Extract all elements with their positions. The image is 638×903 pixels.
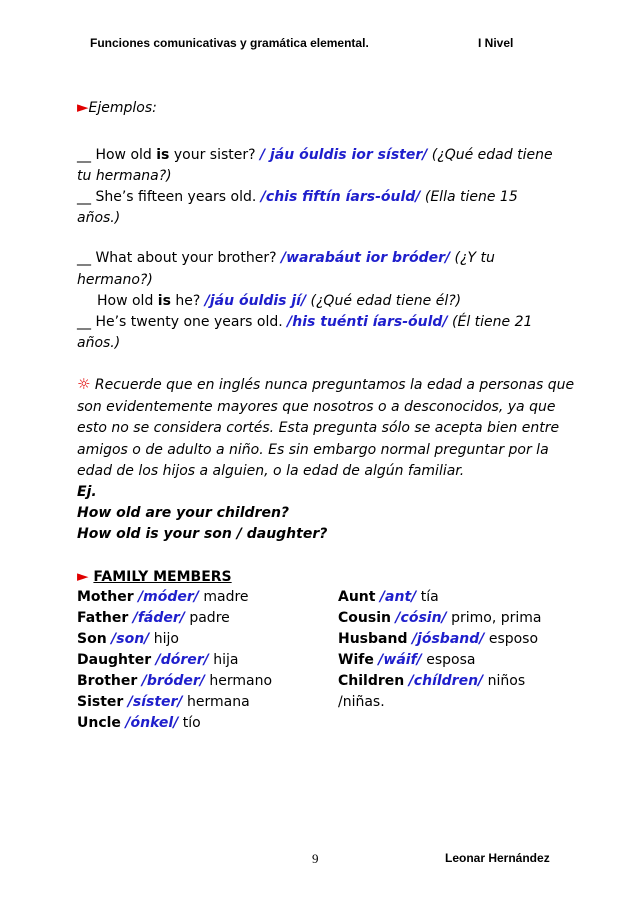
family-item: Aunt /ant/ tía: [338, 589, 439, 605]
note-line: ☼ Recuerde que en inglés nunca preguntamos la edad a personas que: [77, 375, 575, 393]
pronunciation: /his tuénti íars-óuld/: [287, 314, 448, 330]
family-item: Wife /wáif/ esposa: [338, 652, 476, 668]
note-question: How old are your children?: [77, 505, 290, 521]
example-line: __ How old is your sister? / jáu óuldis ior síster/ (¿Qué edad tiene: [77, 147, 553, 163]
pronunciation: /jáu óuldis jí/: [204, 293, 307, 309]
family-heading: ► FAMILY MEMBERS: [77, 567, 232, 585]
example-line: How old is he? /jáu óuldis jí/ (¿Qué edad tiene él?): [97, 293, 462, 309]
pronunciation: / jáu óuldis ior síster/: [260, 147, 428, 163]
note-line: edad de los hijos a alguien, o la edad de algún familiar.: [77, 463, 465, 479]
examples-heading: ►Ejemplos:: [77, 98, 157, 116]
family-item: /niñas.: [338, 694, 385, 710]
header-level: I Nivel: [478, 36, 514, 50]
footer-author: Leonar Hernández: [445, 851, 550, 865]
note-question: How old is your son / daughter?: [77, 526, 328, 542]
pronunciation: /chis fiftín íars-óuld/: [260, 189, 421, 205]
note-ej: Ej.: [77, 484, 97, 500]
example-translation: años.): [77, 335, 121, 351]
example-line: __ What about your brother? /warabáut ior bróder/ (¿Y tu: [77, 250, 495, 266]
family-item: Mother /móder/ madre: [77, 589, 249, 605]
page-number: 9: [312, 851, 319, 866]
example-translation: hermano?): [77, 272, 153, 288]
family-item: Father /fáder/ padre: [77, 610, 230, 626]
family-item: Children /chíldren/ niños: [338, 673, 526, 689]
note-line: esto no se considera cortés. Esta pregunta sólo se acepta bien entre: [77, 420, 560, 436]
note-line: son evidentemente mayores que nosotros o a desconocidos, ya que: [77, 399, 556, 415]
family-item: Brother /bróder/ hermano: [77, 673, 273, 689]
sun-icon: ☼: [77, 375, 91, 393]
family-item: Sister /síster/ hermana: [77, 694, 250, 710]
note-line: amigos o de adulto a niño. Es sin embargo normal preguntar por la: [77, 442, 549, 458]
family-item: Uncle /ónkel/ tío: [77, 715, 201, 731]
triangle-bullet-icon: ►: [77, 98, 89, 116]
header-title: Funciones comunicativas y gramática elemental.: [90, 36, 369, 50]
family-item: Husband /jósband/ esposo: [338, 631, 539, 647]
family-item: Daughter /dórer/ hija: [77, 652, 239, 668]
example-translation: años.): [77, 210, 121, 226]
example-line: __ She’s fifteen years old. /chis fiftín íars-óuld/ (Ella tiene 15: [77, 189, 518, 205]
example-line: __ He’s twenty one years old. /his tuénti íars-óuld/ (Él tiene 21: [77, 314, 533, 330]
triangle-bullet-icon: ►: [77, 567, 89, 585]
family-item: Son /son/ hijo: [77, 631, 179, 647]
pronunciation: /warabáut ior bróder/: [280, 250, 451, 266]
family-item: Cousin /cósin/ primo, prima: [338, 610, 542, 626]
example-translation: tu hermana?): [77, 168, 172, 184]
